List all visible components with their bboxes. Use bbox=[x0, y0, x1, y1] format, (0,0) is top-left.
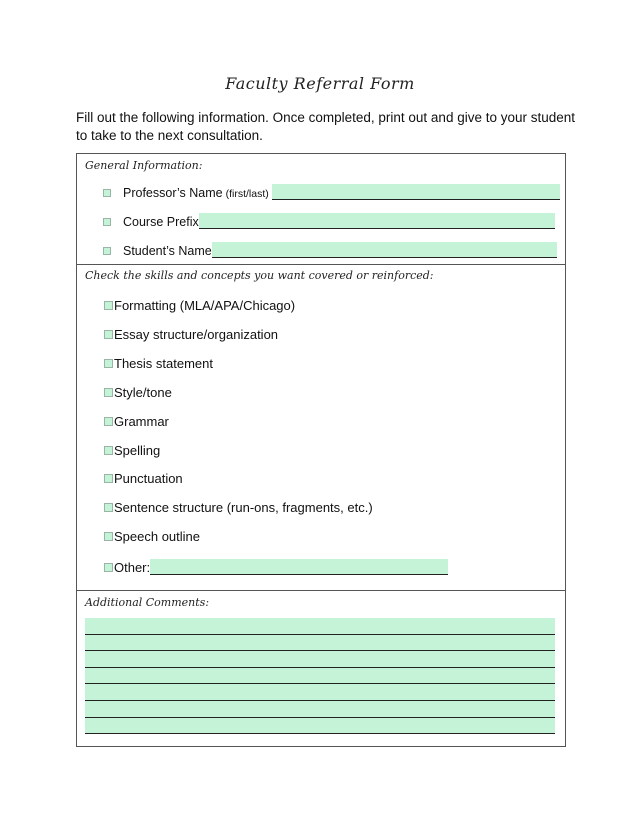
comments-heading: Additional Comments: bbox=[85, 596, 210, 609]
comment-line[interactable] bbox=[85, 668, 555, 685]
professor-name-row bbox=[103, 182, 560, 200]
section-divider bbox=[77, 590, 565, 591]
skill-item-grammar[interactable] bbox=[104, 412, 169, 430]
student-name-row bbox=[103, 240, 557, 258]
skill-label: Thesis statement bbox=[114, 355, 213, 371]
course-prefix-row bbox=[103, 211, 555, 229]
skill-item-sentence-structure[interactable] bbox=[104, 498, 373, 516]
comment-line[interactable] bbox=[85, 635, 555, 652]
form-title: Faculty Referral Form bbox=[225, 74, 415, 93]
comment-line[interactable] bbox=[85, 651, 555, 668]
skill-label: Grammar bbox=[114, 413, 169, 429]
skill-label: Style/tone bbox=[114, 384, 172, 400]
student-name-label: Student’s Name bbox=[123, 244, 212, 258]
comment-line[interactable] bbox=[85, 718, 555, 735]
skill-label: Other: bbox=[114, 560, 151, 575]
professor-name-field[interactable] bbox=[272, 184, 560, 200]
skill-item-essay-structure[interactable] bbox=[104, 325, 278, 343]
skill-checkbox[interactable] bbox=[104, 532, 113, 541]
skills-heading: Check the skills and concepts you want covered or reinforced: bbox=[85, 269, 434, 282]
professor-name-hint: (first/last) bbox=[225, 188, 269, 200]
skill-item-punctuation[interactable] bbox=[104, 469, 183, 487]
skill-checkbox[interactable] bbox=[104, 388, 113, 397]
skill-checkbox[interactable] bbox=[104, 563, 113, 572]
skill-checkbox[interactable] bbox=[104, 359, 113, 368]
skill-item-style-tone[interactable] bbox=[104, 383, 172, 401]
student-checkbox[interactable] bbox=[103, 247, 111, 255]
course-prefix-label: Course Prefix bbox=[123, 215, 199, 229]
referral-form bbox=[76, 153, 566, 747]
skill-item-thesis[interactable] bbox=[104, 354, 213, 372]
skill-checkbox[interactable] bbox=[104, 446, 113, 455]
skill-label: Sentence structure (run-ons, fragments, etc.) bbox=[114, 499, 373, 515]
skill-checkbox[interactable] bbox=[104, 417, 113, 426]
skill-item-speech-outline[interactable] bbox=[104, 527, 200, 545]
course-checkbox[interactable] bbox=[103, 218, 111, 226]
professor-name-label: Professor’s Name bbox=[123, 186, 223, 200]
skill-item-other[interactable] bbox=[104, 555, 448, 575]
skill-label: Speech outline bbox=[114, 528, 201, 544]
skill-label: Spelling bbox=[114, 442, 161, 458]
skill-label: Essay structure/organization bbox=[114, 326, 279, 342]
general-info-heading: General Information: bbox=[85, 159, 203, 172]
skill-checkbox[interactable] bbox=[104, 330, 113, 339]
course-prefix-field[interactable] bbox=[199, 213, 555, 229]
comments-field[interactable] bbox=[85, 618, 555, 734]
skill-label: Punctuation bbox=[114, 470, 183, 486]
student-name-field[interactable] bbox=[212, 242, 557, 258]
section-divider bbox=[77, 264, 565, 265]
skill-checkbox[interactable] bbox=[104, 301, 113, 310]
intro-text: Fill out the following information. Once completed, print out and give to your student to take to the next consultation. bbox=[76, 110, 576, 143]
professor-checkbox[interactable] bbox=[103, 189, 111, 197]
skill-item-formatting[interactable] bbox=[104, 296, 295, 314]
skill-item-spelling[interactable] bbox=[104, 441, 160, 459]
skill-label: Formatting (MLA/APA/Chicago) bbox=[114, 297, 296, 313]
skill-checkbox[interactable] bbox=[104, 474, 113, 483]
comment-line[interactable] bbox=[85, 618, 555, 635]
comment-line[interactable] bbox=[85, 701, 555, 718]
skill-checkbox[interactable] bbox=[104, 503, 113, 512]
comment-line[interactable] bbox=[85, 684, 555, 701]
other-skill-field[interactable] bbox=[150, 559, 448, 575]
